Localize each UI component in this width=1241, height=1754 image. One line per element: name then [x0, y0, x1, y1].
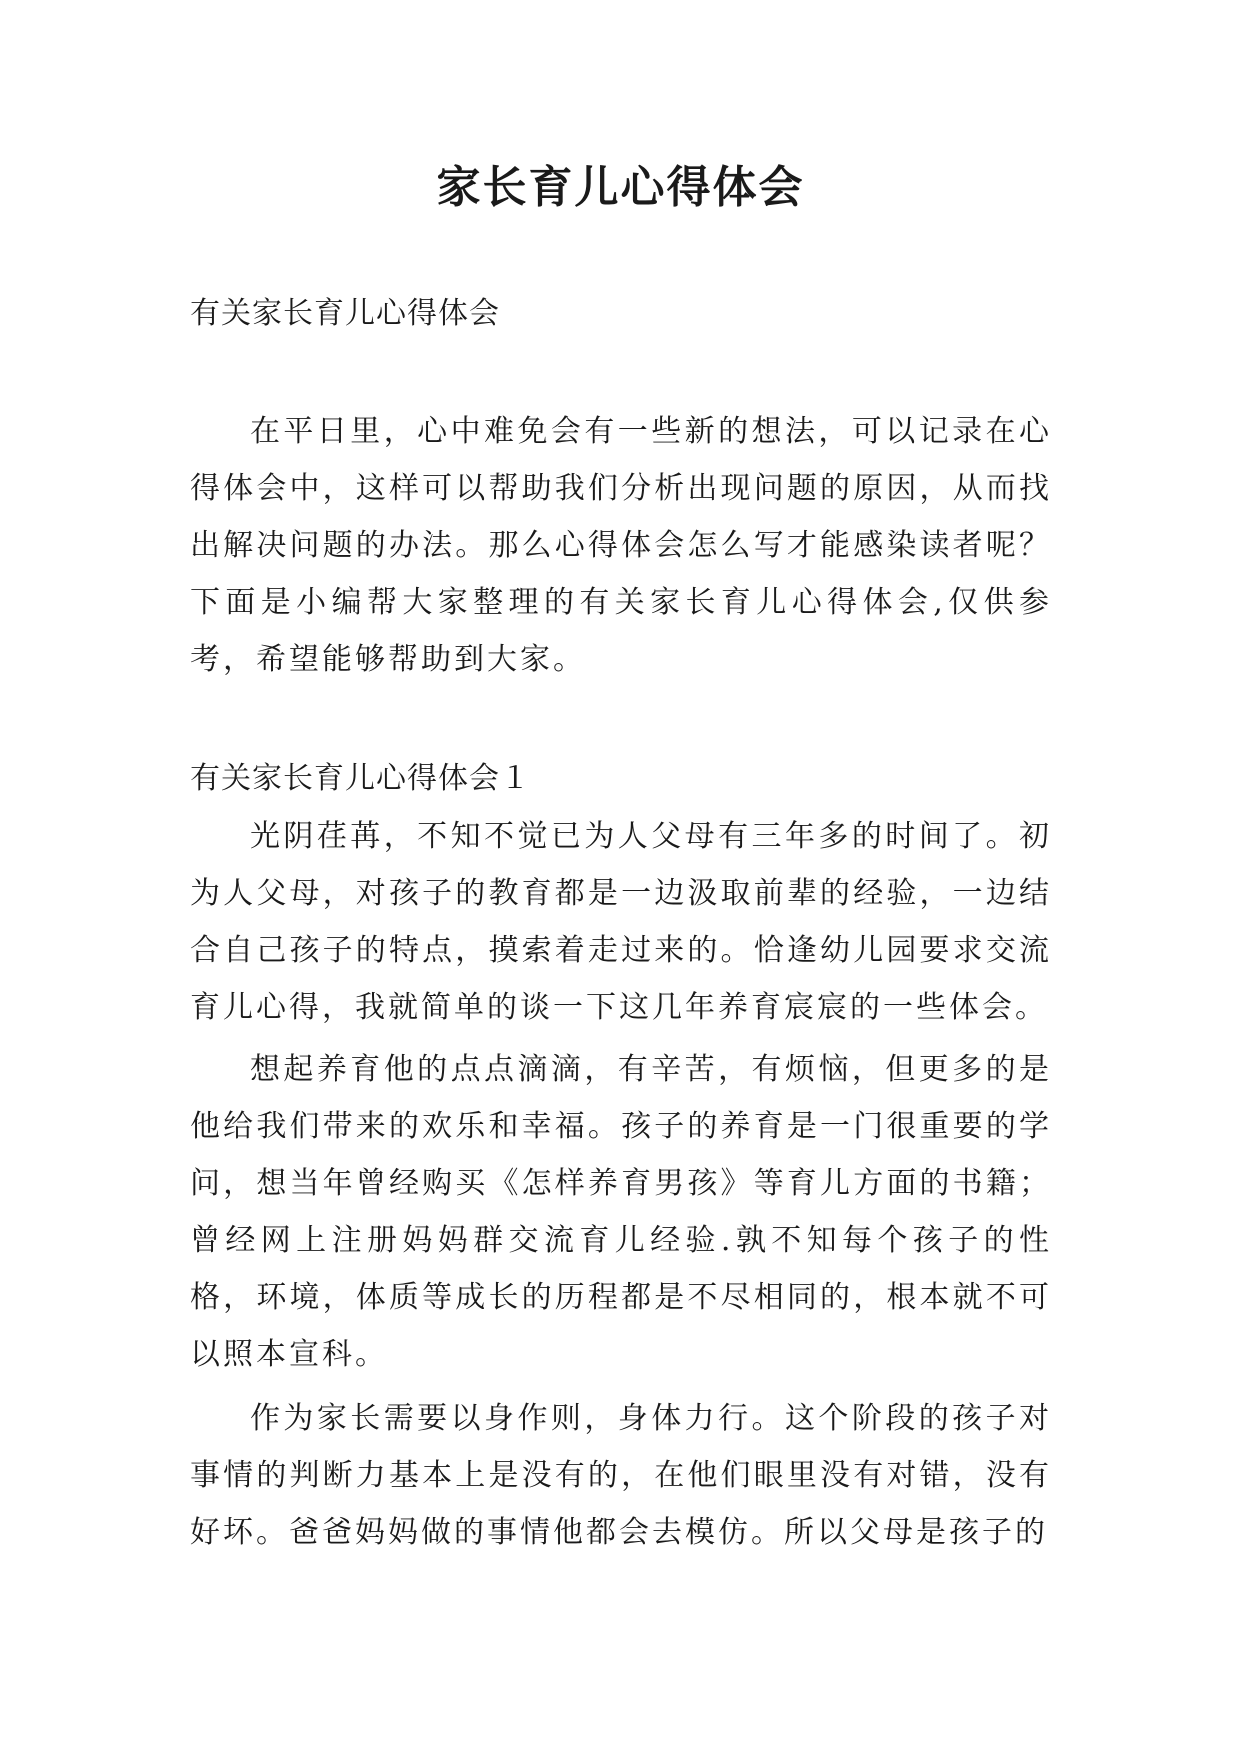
body-paragraph: 想起养育他的点点滴滴，有辛苦，有烦恼，但更多的是他给我们带来的欢乐和幸福。孩子的养育是一门很重要的学问，想当年曾经购买《怎样养育男孩》等育儿方面的书籍；曾经网上注册妈妈群交流育儿经验.孰不知每个孩子的性格，环境，体质等成长的历程都是不尽相同的，根本就不可以照本宣科。	[190, 1052, 1052, 1372]
section-heading: 有关家长育儿心得体会１	[190, 761, 531, 796]
document-subtitle: 有关家长育儿心得体会	[190, 296, 500, 331]
body-paragraph: 光阴荏苒，不知不觉已为人父母有三年多的时间了。初为人父母，对孩子的教育都是一边汲取前辈的经验，一边结合自己孩子的特点，摸索着走过来的。恰逢幼儿园要求交流育儿心得，我就简单的谈一下这几年养育宸宸的一些体会。	[190, 819, 1052, 1025]
document-title: 家长育儿心得体会	[436, 162, 805, 213]
intro-paragraph: 在平日里，心中难免会有一些新的想法，可以记录在心得体会中，这样可以帮助我们分析出现问题的原因，从而找出解决问题的办法。那么心得体会怎么写才能感染读者呢？下面是小编帮大家整理的有关家长育儿心得体会,仅供参考，希望能够帮助到大家。	[190, 414, 1052, 677]
body-paragraph: 作为家长需要以身作则，身体力行。这个阶段的孩子对事情的判断力基本上是没有的，在他们眼里没有对错，没有好坏。爸爸妈妈做的事情他都会去模仿。所以父母是孩子的	[190, 1401, 1052, 1550]
